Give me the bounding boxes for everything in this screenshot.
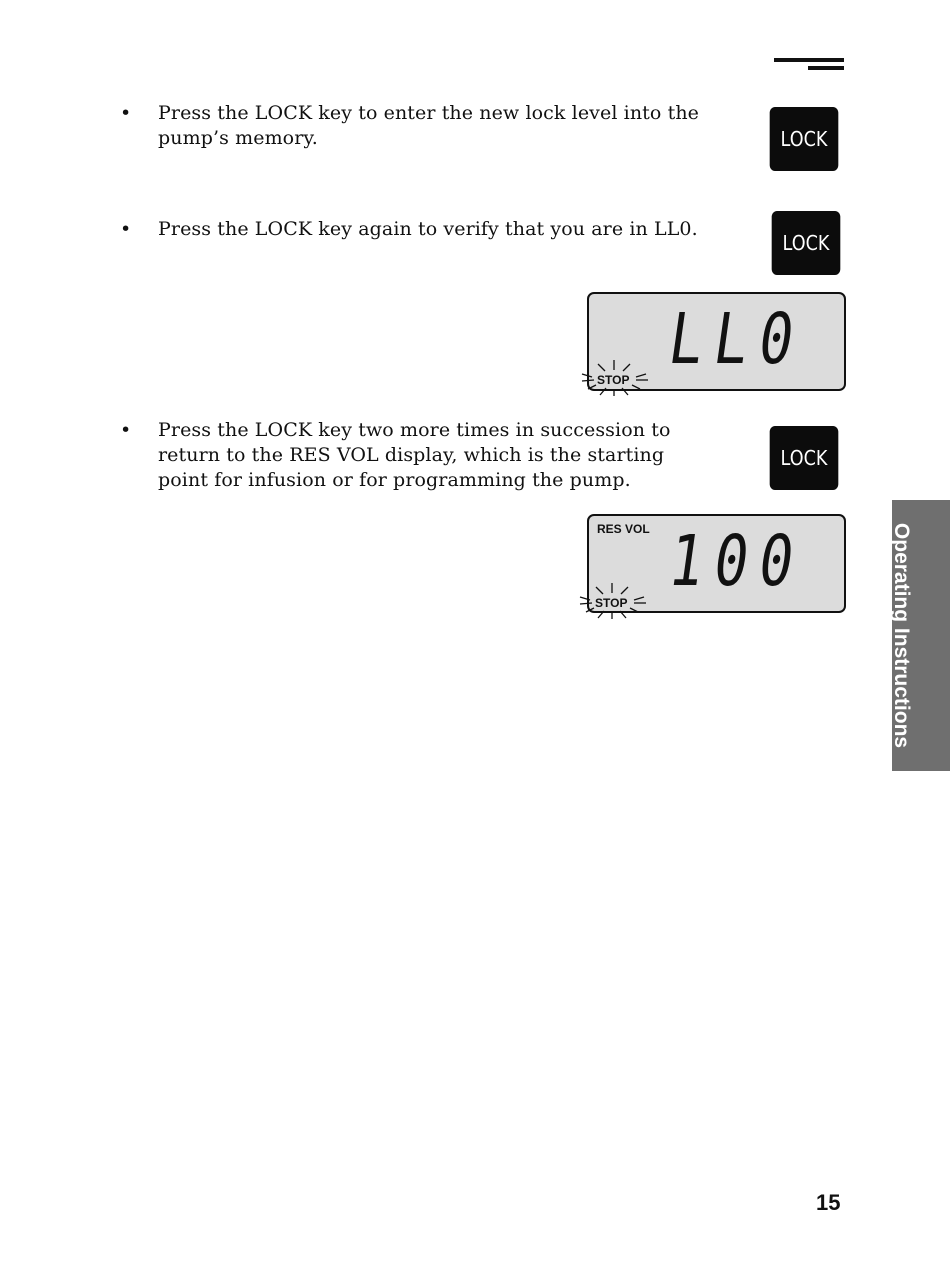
stop-label: STOP <box>595 596 628 610</box>
stop-indicator <box>580 358 650 398</box>
section-tab-label: Operating Instructions <box>890 522 913 749</box>
lock-key-icon: LOCK <box>772 211 841 275</box>
bullet: • <box>120 102 132 124</box>
lock-key-icon: LOCK <box>770 107 839 171</box>
step-2-text: Press the LOCK key again to verify that you are in LL0. <box>158 218 698 240</box>
lock-key-icon: LOCK <box>770 426 839 490</box>
lcd-digits: LL0 <box>663 298 810 380</box>
bullet: • <box>120 419 132 441</box>
step-1-text: Press the LOCK key to enter the new lock level into the pump’s memory. <box>158 102 700 149</box>
stop-label: STOP <box>597 373 630 387</box>
bullet: • <box>120 218 132 240</box>
step-3-text: Press the LOCK key two more times in succession to return to the RES VOL display, which is the starting point for infusion or for programming the pump. <box>158 419 671 491</box>
page-number: 15 <box>816 1190 841 1215</box>
section-tab <box>892 500 950 771</box>
res-vol-label: RES VOL <box>597 522 650 536</box>
stop-indicator <box>578 581 648 621</box>
header-rule <box>774 58 844 62</box>
header-rule-short <box>808 66 844 70</box>
lcd-digits: 100 <box>663 520 810 602</box>
